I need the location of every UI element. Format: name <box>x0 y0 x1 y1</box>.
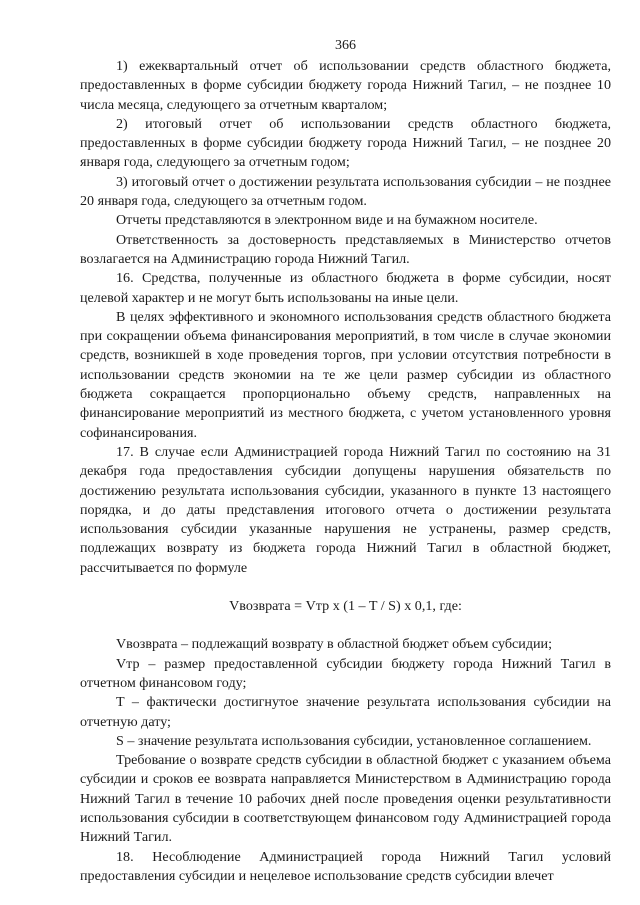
paragraph-item-3-result-report: 3) итоговый отчет о достижении результата использования субсидии – не позднее 20 января года, следующего за отчетным годом. <box>80 173 611 210</box>
paragraph-definition-t: T – фактически достигнутое значение результата использования субсидии на отчетную дату; <box>80 694 611 730</box>
refund-formula: Vвозврата = Vтр x (1 – T / S) x 0,1, где: <box>229 598 462 615</box>
paragraph-section-17: 17. В случае если Администрацией города Нижний Тагил по состоянию на 31 декабря года предоставления субсидии допущены нарушения обязательств по достижению результата использования субсидии, указанного в пункте 13 настоящего порядка, и до даты представления итогового отчета о достижении результата использования субсидии указанные нарушения не устранены, размер средств, подлежащих возврату из бюджета города Нижний Тагил в областной бюджет, рассчитывается по формуле <box>80 443 611 576</box>
paragraph-responsibility: Ответственность за достоверность представляемых в Министерство отчетов возлагается на Администрацию города Нижний Тагил. <box>80 231 611 267</box>
paragraph-section-18: 18. Несоблюдение Администрацией города Нижний Тагил условий предоставления субсидии и нецелевое использование средств субсидии влечет <box>80 848 611 884</box>
paragraph-item-1-quarterly-report: 1) ежеквартальный отчет об использовании средств областного бюджета, предоставленных в форме субсидии бюджету города Нижний Тагил, – не позднее 10 числа месяца, следующего за отчетным кварталом; <box>80 58 611 113</box>
body-text-lower <box>80 635 611 886</box>
paragraph-definition-v-tr: Vтр – размер предоставленной субсидии бюджету города Нижний Тагил в отчетном финансовом году; <box>80 655 611 691</box>
paragraph-cofinancing: В целях эффективного и экономного использования средств областного бюджета при сокращении объема финансирования мероприятий, в том числе в случае экономии средств, возникшей в ходе проведения торгов, при условии отсутствия потребности в использовании средств экономии на те же цели размер субсидии из областного бюджета сокращается пропорционально объему средств, направленных на финансирование мероприятий из местного бюджета, с учетом установленного уровня софинансирования. <box>80 308 611 441</box>
paragraph-section-16: 16. Средства, полученные из областного бюджета в форме субсидии, носят целевой характер и не могут быть использованы на иные цели. <box>80 270 611 306</box>
paragraph-definition-v-refund: Vвозврата – подлежащий возврату в областной бюджет объем субсидии; <box>116 636 552 653</box>
paragraph-refund-requirement: Требование о возврате средств субсидии в областной бюджет с указанием объема субсидии и сроков ее возврата направляется Министерством в Администрацию города Нижний Тагил в течение 10 рабочих дней после проведения оценки результативности использования субсидии в соответствующем финансовом году Администрацией города Нижний Тагил. <box>80 752 611 846</box>
paragraph-item-2-final-budget-report: 2) итоговый отчет об использовании средств областного бюджета, предоставленных в форме субсидии бюджету города Нижний Тагил, – не позднее 20 января года, следующего за отчетным годом; <box>80 115 611 171</box>
paragraph-definition-s: S – значение результата использования субсидии, установленное соглашением. <box>116 732 592 749</box>
page-number: 366 <box>335 38 356 53</box>
body-text-upper <box>80 57 611 578</box>
paragraph-report-format: Отчеты представляются в электронном виде и на бумажном носителе. <box>116 212 538 229</box>
